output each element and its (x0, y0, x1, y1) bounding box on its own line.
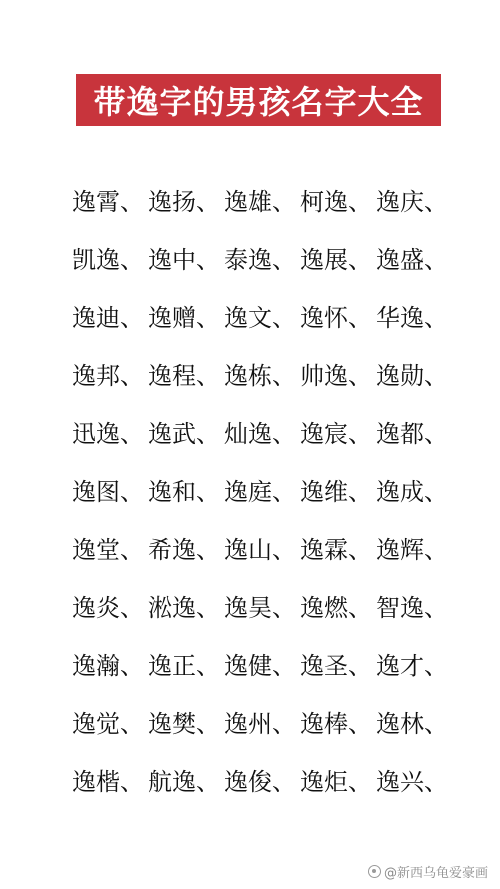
name-item: 逸宸、 (300, 419, 372, 448)
name-item: 逸樊、 (148, 709, 220, 738)
name-item: 逸兴、 (376, 767, 448, 796)
name-row (72, 518, 452, 576)
name-item: 希逸、 (148, 535, 220, 564)
name-item: 逸邦、 (72, 361, 144, 390)
name-item: 逸觉、 (72, 709, 144, 738)
name-row (72, 286, 452, 344)
name-item: 逸棒、 (300, 709, 372, 738)
name-item: 逸怀、 (300, 303, 372, 332)
name-item: 逸武、 (148, 419, 220, 448)
name-item: 逸图、 (72, 477, 144, 506)
name-item: 逸炎、 (72, 593, 144, 622)
name-row (72, 402, 452, 460)
name-item: 逸山、 (224, 535, 296, 564)
name-row (72, 634, 452, 692)
name-item: 逸程、 (148, 361, 220, 390)
name-item: 凯逸、 (72, 245, 144, 274)
name-item: 逸盛、 (376, 245, 448, 274)
name-item: 泰逸、 (224, 245, 296, 274)
name-item: 逸勋、 (376, 361, 448, 390)
name-row (72, 170, 452, 228)
name-item: 逸庭、 (224, 477, 296, 506)
watermark-text: @新西乌龟爱豪画 (383, 866, 488, 881)
name-item: 逸瀚、 (72, 651, 144, 680)
name-list (72, 170, 452, 808)
name-row (72, 692, 452, 750)
name-item: 逸霄、 (72, 187, 144, 216)
name-item: 逸成、 (376, 477, 448, 506)
name-item: 华逸、 (376, 303, 448, 332)
name-item: 淞逸、 (148, 593, 220, 622)
name-item: 灿逸、 (224, 419, 296, 448)
name-item: 逸雄、 (224, 187, 296, 216)
name-item: 逸和、 (148, 477, 220, 506)
watermark (368, 862, 488, 881)
name-item: 迅逸、 (72, 419, 144, 448)
name-item: 逸辉、 (376, 535, 448, 564)
name-item: 逸健、 (224, 651, 296, 680)
name-item: 帅逸、 (300, 361, 372, 390)
page-title: 带逸字的男孩名字大全 (93, 83, 424, 121)
name-item: 逸楷、 (72, 767, 144, 796)
watermark-logo-icon (368, 865, 381, 878)
title-banner (76, 74, 441, 126)
name-item: 柯逸、 (300, 187, 372, 216)
name-item: 逸展、 (300, 245, 372, 274)
name-item: 逸昊、 (224, 593, 296, 622)
name-item: 逸栋、 (224, 361, 296, 390)
name-item: 逸才、 (376, 651, 448, 680)
name-row (72, 460, 452, 518)
name-item: 逸正、 (148, 651, 220, 680)
name-row (72, 228, 452, 286)
name-item: 逸文、 (224, 303, 296, 332)
name-item: 逸扬、 (148, 187, 220, 216)
name-row (72, 344, 452, 402)
name-item: 逸赠、 (148, 303, 220, 332)
name-item: 航逸、 (148, 767, 220, 796)
name-item: 逸堂、 (72, 535, 144, 564)
name-item: 逸林、 (376, 709, 448, 738)
name-item: 逸都、 (376, 419, 448, 448)
name-row (72, 576, 452, 634)
name-item: 逸俊、 (224, 767, 296, 796)
name-item: 逸迪、 (72, 303, 144, 332)
name-item: 智逸、 (376, 593, 448, 622)
name-item: 逸燃、 (300, 593, 372, 622)
name-item: 逸州、 (224, 709, 296, 738)
name-item: 逸圣、 (300, 651, 372, 680)
name-row (72, 750, 452, 808)
name-item: 逸炬、 (300, 767, 372, 796)
name-item: 逸中、 (148, 245, 220, 274)
name-item: 逸霖、 (300, 535, 372, 564)
name-item: 逸庆、 (376, 187, 448, 216)
name-item: 逸维、 (300, 477, 372, 506)
